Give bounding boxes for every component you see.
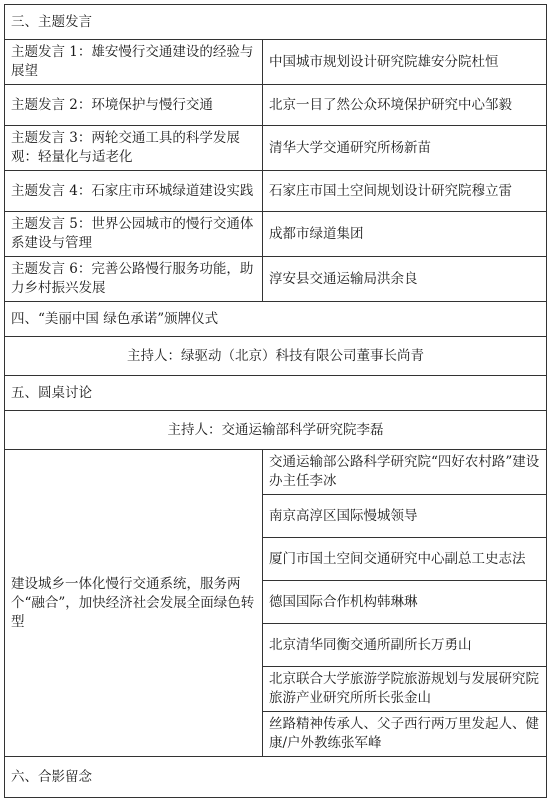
panelist: 北京联合大学旅游学院旅游规划与发展研究院旅游产业研究所所长张金山 [263, 667, 547, 712]
talk-speaker: 淳安县交通运输局洪余良 [263, 257, 547, 302]
talk-topic: 主题发言 3：两轮交通工具的科学发展观：轻量化与适老化 [5, 126, 263, 171]
table-row [5, 171, 547, 212]
panelist: 丝路精神传承人、父子西行两万里发起人、健康/户外教练张军峰 [263, 712, 547, 757]
section-heading: 四、“美丽中国 绿色承诺”颁牌仪式 [5, 302, 547, 337]
section-row [5, 5, 547, 40]
agenda-table [4, 4, 547, 798]
section-row [5, 302, 547, 337]
talk-topic: 主题发言 4：石家庄市环城绿道建设实践 [5, 171, 263, 212]
talk-topic: 主题发言 5：世界公园城市的慢行交通体系建设与管理 [5, 212, 263, 257]
talk-speaker: 清华大学交通研究所杨新苗 [263, 126, 547, 171]
talk-speaker: 成都市绿道集团 [263, 212, 547, 257]
panelist: 南京高淳区国际慢城领导 [263, 495, 547, 538]
panelist: 交通运输部公路科学研究院“四好农村路”建设办主任李冰 [263, 450, 547, 495]
section-row [5, 376, 547, 411]
ceremony-host: 主持人：绿驱动（北京）科技有限公司董事长尚青 [5, 337, 547, 376]
panelist: 北京清华同衡交通所副所长万勇山 [263, 624, 547, 667]
table-row [5, 126, 547, 171]
table-row [5, 212, 547, 257]
talk-speaker: 中国城市规划设计研究院雄安分院杜恒 [263, 40, 547, 85]
section-heading: 五、圆桌讨论 [5, 376, 547, 411]
host-row [5, 411, 547, 450]
roundtable-topic: 建设城乡一体化慢行交通系统，服务两个“融合”，加快经济社会发展全面绿色转型 [5, 450, 263, 757]
talk-topic: 主题发言 1：雄安慢行交通建设的经验与展望 [5, 40, 263, 85]
roundtable-host: 主持人：交通运输部科学研究院李磊 [5, 411, 547, 450]
table-row [5, 257, 547, 302]
talk-topic: 主题发言 2：环境保护与慢行交通 [5, 85, 263, 126]
panelist: 德国国际合作机构韩琳琳 [263, 581, 547, 624]
table-row [5, 40, 547, 85]
section-heading: 三、主题发言 [5, 5, 547, 40]
section-heading: 六、合影留念 [5, 757, 547, 798]
talk-topic: 主题发言 6：完善公路慢行服务功能，助力乡村振兴发展 [5, 257, 263, 302]
talk-speaker: 北京一目了然公众环境保护研究中心邹毅 [263, 85, 547, 126]
host-row [5, 337, 547, 376]
table-row [5, 85, 547, 126]
panelist: 厦门市国土空间交通研究中心副总工史志法 [263, 538, 547, 581]
section-row [5, 757, 547, 798]
talk-speaker: 石家庄市国土空间规划设计研究院穆立雷 [263, 171, 547, 212]
table-row [5, 450, 547, 495]
